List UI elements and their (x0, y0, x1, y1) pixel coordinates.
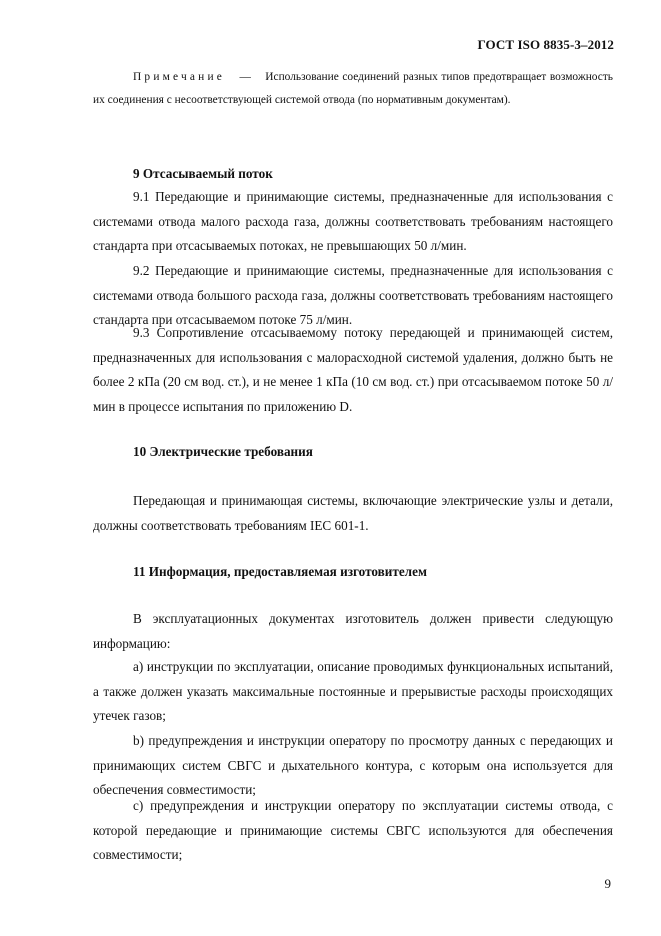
note-label: Примечание (133, 71, 226, 83)
section-11-item-c: с) предупреждения и инструкции оператору по эксплуатации системы отвода, с которой передающие и принимающие системы СВГС используются для обеспечения совместимости; (93, 798, 613, 863)
section-11-item-a: а) инструкции по эксплуатации, описание проводимых функциональных испытаний, а также должен указать максимальные постоянные и прерывистые расходы происходящих утечек газов; (93, 659, 613, 724)
section-9-paragraph-2: 9.2 Передающие и принимающие системы, предназначенные для использования с системами отвода большого расхода газа, должны соответствовать требованиям настоящего стандарта при отсасываемом потоке 75 л/мин. (93, 263, 613, 328)
section-11-paragraph-1: В эксплуатационных документах изготовитель должен привести следующую информацию: (93, 611, 613, 651)
section-9-paragraph-3: 9.3 Сопротивление отсасываемому потоку передающей и принимающей систем, предназначенных для использования с малорасходной системой удаления, должно быть не более 2 кПа (20 см вод. ст.), и не менее 1 кПа (10 см вод. ст.) при отсасываемом потоке 50 л/мин в процессе испытания по приложению D. (93, 325, 613, 414)
section-11-item-b: b) предупреждения и инструкции оператору по просмотру данных с передающих и принимающих систем СВГС и дыхательного контура, с которым она используется для обеспечения совместимости; (93, 733, 613, 798)
standard-id-header: ГОСТ ISO 8835-3–2012 (477, 37, 614, 52)
section-10-heading: 10 Электрические требования (133, 444, 313, 459)
section-11-heading: 11 Информация, предоставляемая изготовителем (133, 564, 427, 579)
note-dash: — (239, 71, 251, 83)
page-number: 9 (604, 876, 611, 891)
note-paragraph (93, 66, 613, 112)
note-text: Использование соединений разных типов предотвращает возможность их соединения с несоответствующей системой отвода (по нормативным документам). (93, 71, 613, 106)
section-9-paragraph-1: 9.1 Передающие и принимающие системы, предназначенные для использования с системами отвода малого расхода газа, должны соответствовать требованиям настоящего стандарта при отсасываемых потоках, не превышающих 50 л/мин. (93, 189, 613, 254)
section-10-paragraph-1: Передающая и принимающая системы, включающие электрические узлы и детали, должны соответствовать требованиям IEC 601-1. (93, 493, 613, 533)
section-9-heading: 9 Отсасываемый поток (133, 166, 273, 181)
